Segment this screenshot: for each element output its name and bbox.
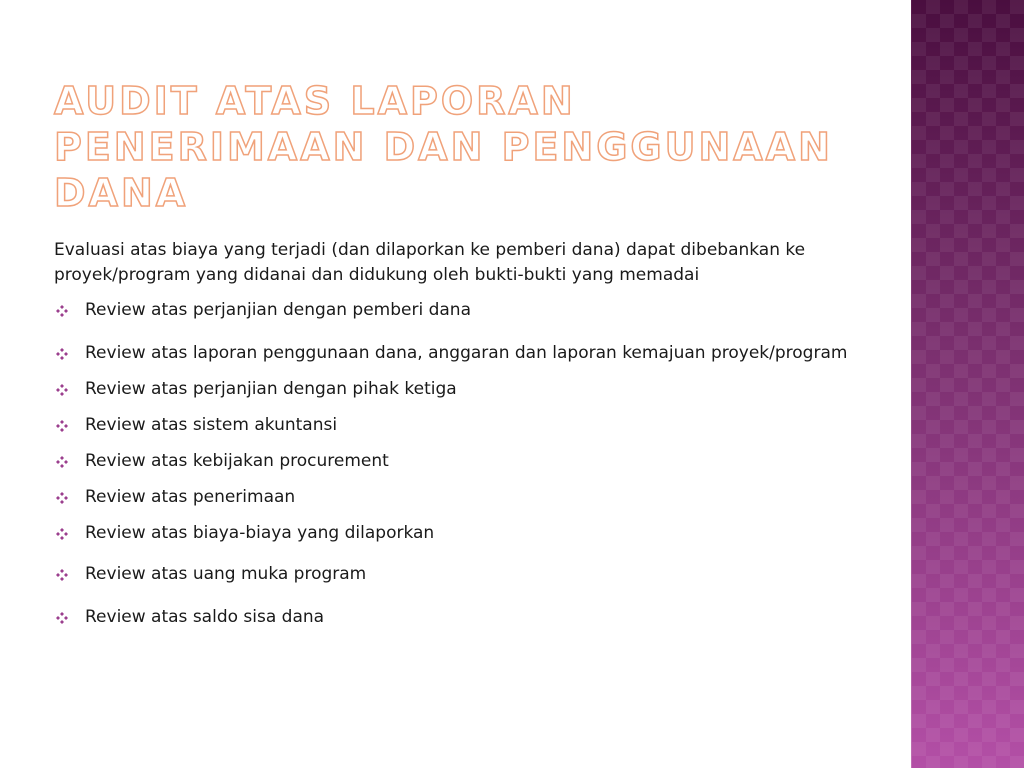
bullet-item <box>54 377 882 402</box>
bullet-text: Review atas sistem akuntansi <box>85 415 338 435</box>
bullet-item <box>54 485 882 510</box>
four-diamond-icon <box>56 492 68 504</box>
four-diamond-icon <box>56 612 68 624</box>
slide-title: AUDIT ATAS LAPORAN PENERIMAAN DAN PENGGUNAAN DANA <box>54 79 833 215</box>
bullet-text: Review atas perjanjian dengan pihak ketiga <box>85 379 457 399</box>
bullet-item <box>54 449 882 474</box>
bullet-text: Review atas biaya-biaya yang dilaporkan <box>85 523 435 543</box>
bullet-text: Review atas perjanjian dengan pemberi dana <box>85 300 472 320</box>
bullet-item <box>54 562 882 587</box>
four-diamond-icon <box>56 456 68 468</box>
bullet-list <box>54 298 882 641</box>
four-diamond-icon <box>56 420 68 432</box>
four-diamond-icon <box>56 528 68 540</box>
bullet-text: Review atas laporan penggunaan dana, anggaran dan laporan kemajuan proyek/program <box>85 343 848 363</box>
bullet-item <box>54 521 882 546</box>
bullet-item <box>54 605 882 630</box>
four-diamond-icon <box>56 348 68 360</box>
slide-intro: Evaluasi atas biaya yang terjadi (dan dilaporkan ke pemberi dana) dapat dibebankan ke proyek/program yang didanai dan didukung oleh bukti-bukti yang memadai <box>54 240 806 285</box>
bullet-text: Review atas saldo sisa dana <box>85 607 325 627</box>
bullet-text: Review atas penerimaan <box>85 487 296 507</box>
bullet-text: Review atas uang muka program <box>85 564 367 584</box>
bullet-item <box>54 341 882 366</box>
four-diamond-icon <box>56 305 68 317</box>
decorative-sidebar <box>912 0 1024 768</box>
four-diamond-icon <box>56 569 68 581</box>
four-diamond-icon <box>56 384 68 396</box>
bullet-item <box>54 413 882 438</box>
bullet-item <box>54 298 882 323</box>
bullet-text: Review atas kebijakan procurement <box>85 451 389 471</box>
